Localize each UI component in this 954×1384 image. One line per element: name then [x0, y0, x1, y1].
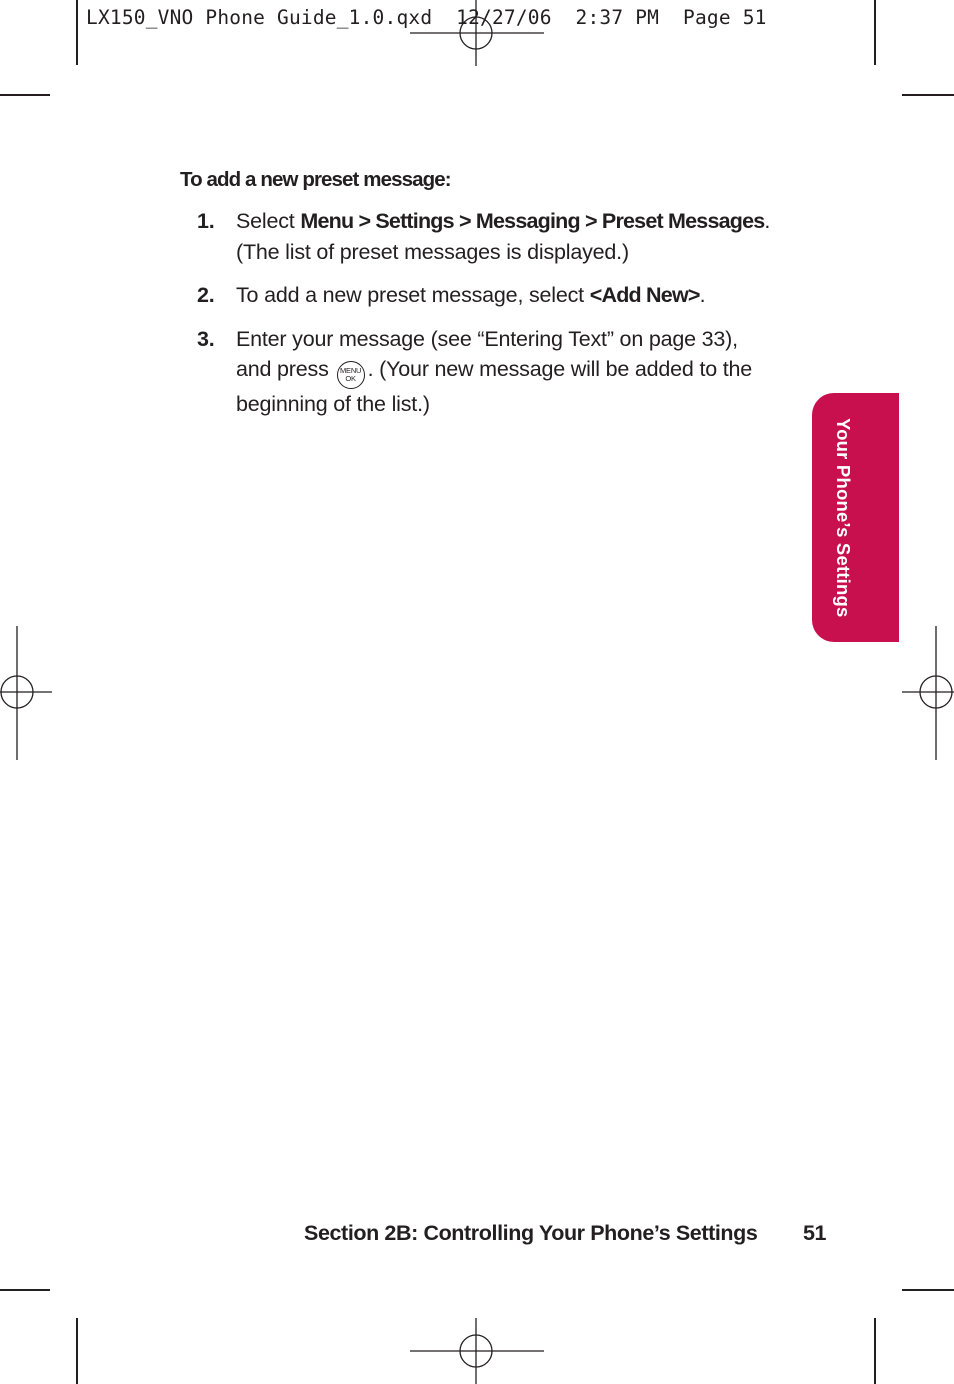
step-text: To add a new preset message, select — [236, 283, 590, 307]
section-side-tab — [812, 393, 899, 642]
step-text: . (Your new message will be added to the — [367, 357, 753, 381]
step-3-line-3: beginning of the list.) — [236, 392, 430, 416]
footer-section-title: Section 2B: Controlling Your Phone’s Settings — [304, 1221, 758, 1245]
menu-option: <Add New> — [589, 283, 700, 307]
step-1 — [180, 206, 800, 267]
crop-mark-top-right-horizontal — [902, 94, 954, 96]
crop-mark-bottom-right-horizontal — [902, 1289, 954, 1291]
step-text: . — [764, 209, 771, 233]
menu-path: Menu > Settings > Messaging > Preset Messages — [300, 209, 765, 233]
step-number: 2. — [197, 283, 215, 307]
crop-mark-bottom-left-horizontal — [0, 1289, 50, 1291]
file-slug-header: LX150_VNO Phone Guide_1.0.qxd 12/27/06 2:37 PM Page 51 — [86, 6, 767, 29]
registration-mark-bottom — [410, 1318, 544, 1384]
crop-mark-top-left-vertical — [76, 0, 78, 65]
step-3-line-2 — [236, 354, 800, 389]
step-text: Select — [236, 209, 301, 233]
step-3 — [180, 324, 800, 420]
crop-mark-bottom-right-vertical — [874, 1318, 876, 1384]
menu-ok-key-icon — [337, 361, 365, 389]
step-3-line-1: Enter your message (see “Entering Text” on page 33), — [236, 326, 738, 351]
registration-mark-top — [410, 0, 544, 66]
step-number: 3. — [197, 326, 215, 351]
registration-mark-left — [0, 626, 52, 760]
step-1-line-2: (The list of preset messages is displayed.) — [236, 239, 629, 264]
step-1-line-1 — [236, 206, 800, 237]
section-heading: To add a new preset message: — [180, 168, 451, 191]
step-text: and press — [236, 357, 329, 381]
crop-mark-top-left-horizontal — [0, 94, 50, 96]
registration-mark-right — [902, 626, 954, 760]
instructions-section — [180, 166, 800, 433]
step-2-line-1 — [236, 280, 800, 311]
side-tab-label: Your Phone’s Settings — [833, 417, 854, 618]
crop-mark-top-right-vertical — [874, 0, 876, 65]
step-number: 1. — [197, 209, 215, 233]
key-label-bottom: OK — [345, 374, 356, 383]
crop-mark-bottom-left-vertical — [76, 1318, 78, 1384]
page-number: 51 — [803, 1221, 827, 1245]
step-2 — [180, 280, 800, 311]
key-label-top: MENU — [339, 366, 362, 375]
step-text: . — [699, 283, 706, 307]
